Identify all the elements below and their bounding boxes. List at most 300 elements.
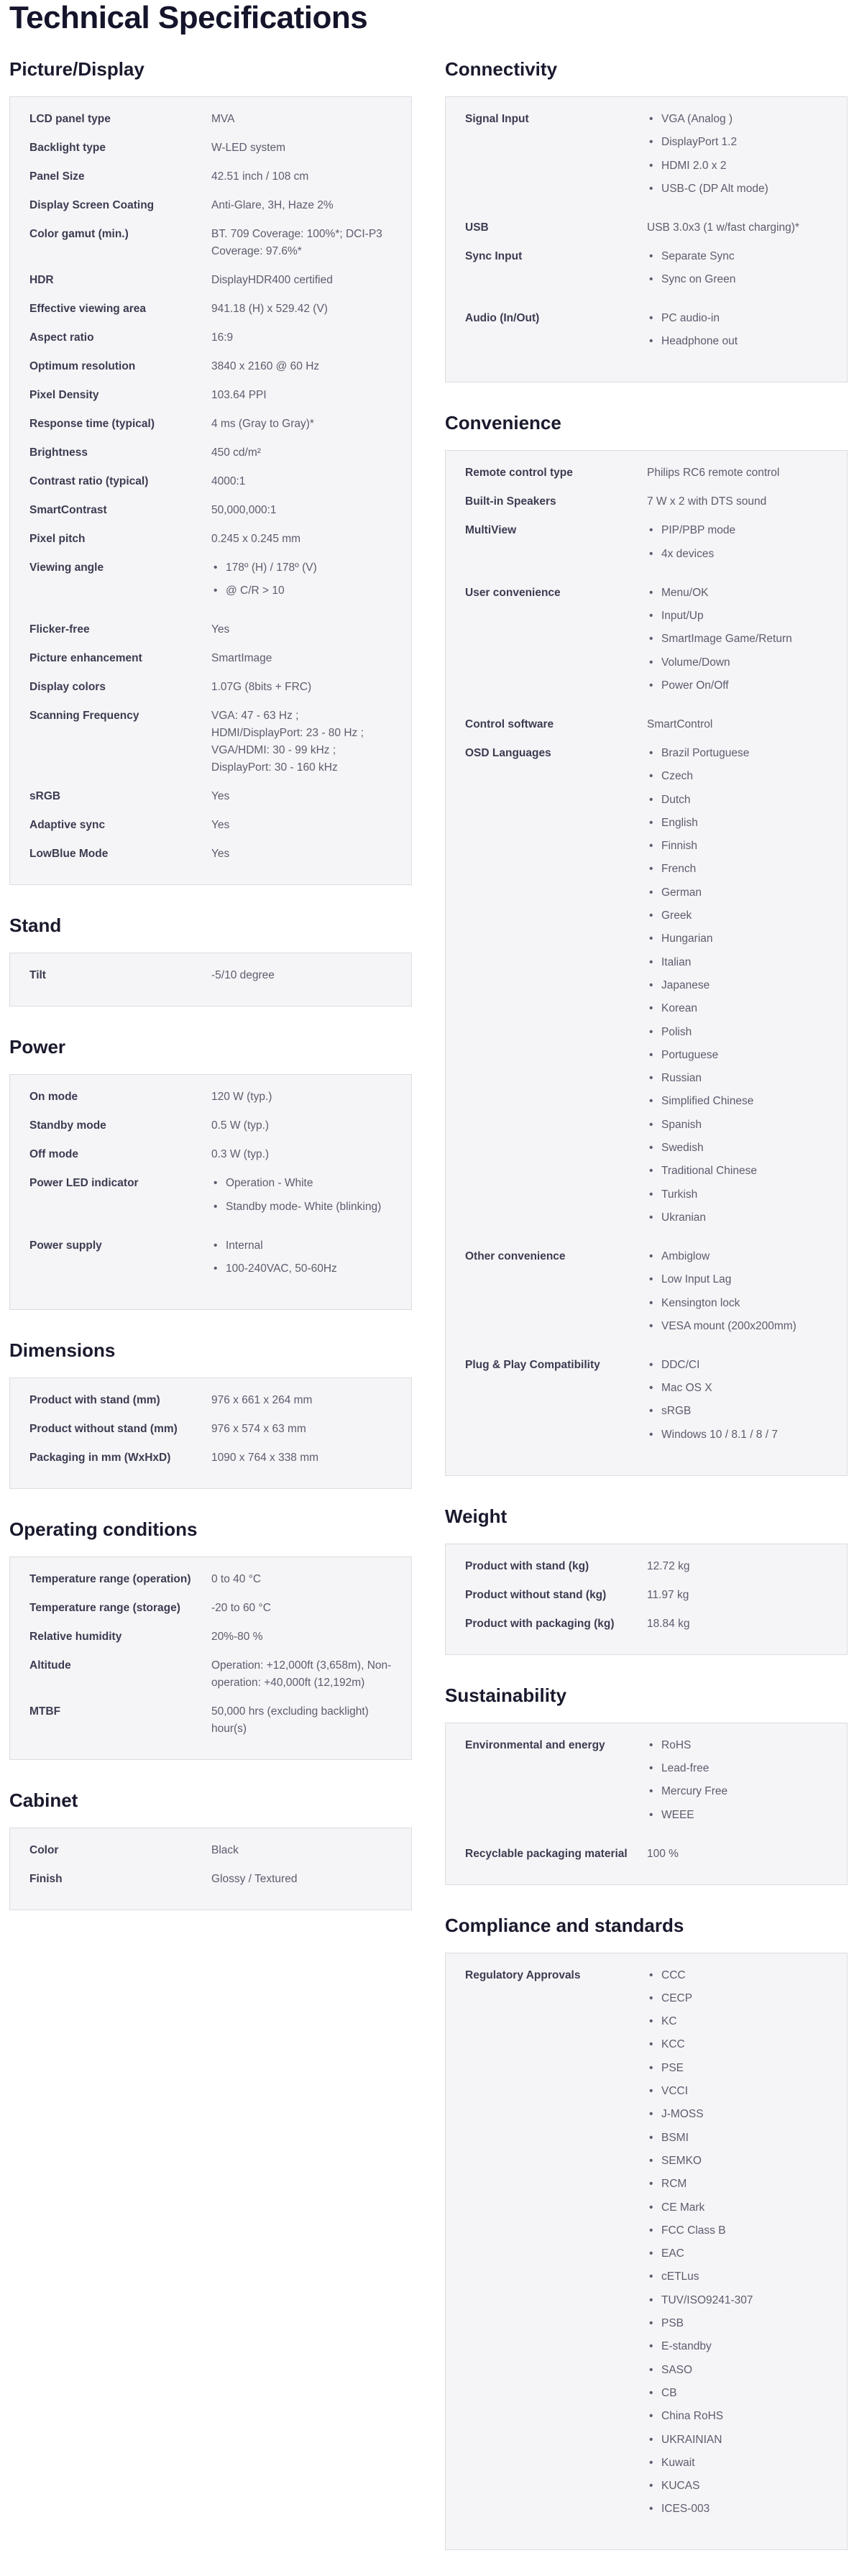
spec-list-item-text: Hungarian [661, 932, 713, 945]
spec-row-control-software [465, 716, 827, 745]
spec-list-item-text: cETLus [661, 2270, 699, 2283]
spec-label: MultiView [465, 524, 517, 537]
spec-list-item [647, 2268, 822, 2286]
bullet-icon: • [649, 136, 653, 149]
spec-list [647, 1357, 822, 1444]
spec-label: Sync Input [465, 249, 523, 262]
spec-label: Built-in Speakers [465, 495, 556, 508]
bullet-icon: • [649, 1211, 653, 1224]
bullet-icon: • [649, 1405, 653, 1418]
bullet-icon: • [649, 1165, 653, 1178]
spec-list-item-text: Input/Up [661, 610, 704, 623]
spec-list-item [647, 954, 822, 971]
spec-label: Other convenience [465, 1250, 566, 1262]
section-title: Picture/Display [9, 58, 144, 80]
spec-list-item-text: Internal [226, 1239, 263, 1252]
bullet-icon: • [649, 909, 653, 922]
bullet-icon: • [649, 1428, 653, 1441]
spec-value-list [211, 1175, 392, 1215]
spec-value: 1090 x 764 x 338 mm [211, 1451, 319, 1464]
bullet-icon: • [649, 955, 653, 968]
spec-list-item-text: Czech [661, 770, 693, 783]
spec-list-item-text: SmartImage Game/Return [661, 633, 792, 646]
spec-value: Yes [211, 623, 230, 636]
spec-row-finish [29, 1871, 392, 1899]
spec-label: LCD panel type [29, 113, 111, 125]
spec-list [211, 559, 386, 600]
bullet-icon: • [649, 2131, 653, 2144]
spec-list-item-text: PSB [661, 2317, 684, 2330]
spec-list [647, 522, 822, 562]
bullet-icon: • [649, 1025, 653, 1038]
bullet-icon: • [214, 1200, 218, 1213]
spec-list-item-text: 178º (H) / 178º (V) [226, 562, 317, 574]
spec-table [9, 953, 412, 1007]
spec-section-operating-conditions [9, 1515, 412, 1760]
spec-label: Standby mode [29, 1119, 106, 1132]
spec-list-item-text: Menu/OK [661, 586, 709, 599]
spec-list-item [647, 248, 822, 265]
bullet-icon: • [649, 793, 653, 806]
bullet-icon: • [649, 932, 653, 945]
spec-list-item-text: USB-C (DP Alt mode) [661, 182, 768, 195]
section-title: Connectivity [445, 58, 558, 80]
spec-list-item [211, 1198, 386, 1216]
spec-list-item [647, 1000, 822, 1017]
spec-row-color [29, 1842, 392, 1871]
spec-list-item [647, 838, 822, 855]
spec-list-item-text: CE Mark [661, 2201, 705, 2214]
spec-label: Tilt [29, 969, 46, 982]
spec-list-item-text: 4x devices [661, 547, 715, 560]
spec-list-item [647, 1024, 822, 1041]
spec-list-item [647, 2106, 822, 2123]
spec-list-item [647, 1357, 822, 1374]
spec-value: 4 ms (Gray to Gray)* [211, 418, 314, 430]
spec-value: W-LED system [211, 142, 286, 154]
spec-list-item [647, 157, 822, 175]
spec-list-item-text: German [661, 886, 702, 899]
spec-list-item [211, 1260, 386, 1278]
spec-label: Signal Input [465, 113, 529, 125]
spec-list-item-text: Lead-free [661, 1761, 710, 1774]
spec-row-off-mode [29, 1146, 392, 1175]
spec-value: 0.3 W (typ.) [211, 1148, 270, 1161]
bullet-icon: • [649, 746, 653, 759]
bullet-icon: • [649, 335, 653, 348]
spec-value: SmartImage [211, 652, 272, 665]
bullet-icon: • [649, 816, 653, 829]
bullet-icon: • [649, 1142, 653, 1155]
bullet-icon: • [649, 547, 653, 560]
spec-table [9, 1828, 412, 1910]
spec-value: 941.18 (H) x 529.42 (V) [211, 303, 328, 315]
spec-label: Finish [29, 1872, 63, 1885]
spec-list-item [647, 546, 822, 563]
bullet-icon: • [649, 679, 653, 692]
spec-row-flicker-free [29, 621, 392, 650]
spec-list-item [647, 1990, 822, 2007]
spec-label: Product without stand (kg) [465, 1588, 607, 1601]
spec-list-item-text: KC [661, 2015, 677, 2028]
spec-list-item-text: E-standby [661, 2340, 712, 2353]
spec-list-item-text: BSMI [661, 2131, 689, 2144]
spec-list-item [647, 271, 822, 288]
spec-list-item-text: DisplayPort 1.2 [661, 136, 738, 149]
spec-list-item [647, 180, 822, 198]
spec-value: Philips RC6 remote control [647, 467, 780, 480]
bullet-icon: • [649, 1382, 653, 1395]
spec-list-item-text: RCM [661, 2178, 687, 2191]
spec-list-item [647, 2222, 822, 2240]
spec-section-compliance-and-standards [445, 1911, 848, 2551]
spec-label: Product without stand (mm) [29, 1422, 178, 1435]
spec-list-item-text: English [661, 816, 698, 829]
spec-list-item [647, 1403, 822, 1420]
spec-list-item-text: Russian [661, 1072, 702, 1085]
spec-value: Operation: +12,000ft (3,658m), Non-operation: +40,000ft (12,192m) [211, 1659, 392, 1689]
bullet-icon: • [649, 2201, 653, 2214]
section-title: Power [9, 1036, 66, 1058]
spec-row-product-with-stand-kg [465, 1558, 827, 1587]
spec-list-item-text: J-MOSS [661, 2108, 704, 2121]
spec-label: LowBlue Mode [29, 848, 109, 861]
spec-label: Display colors [29, 681, 106, 694]
bullet-icon: • [649, 633, 653, 646]
section-title: Dimensions [9, 1339, 116, 1361]
spec-row-scanning-frequency [29, 707, 392, 788]
section-title: Convenience [445, 412, 561, 434]
spec-list-item-text: Swedish [661, 1142, 704, 1155]
spec-row-power-supply [29, 1237, 392, 1299]
bullet-icon: • [649, 1785, 653, 1798]
spec-value: 103.64 PPI [211, 389, 267, 401]
spec-value-list [647, 1737, 827, 1824]
bullet-icon: • [649, 159, 653, 172]
spec-list-item [647, 1140, 822, 1157]
spec-section-dimensions [9, 1336, 412, 1489]
bullet-icon: • [649, 182, 653, 195]
spec-row-display-screen-coating [29, 197, 392, 226]
spec-table [445, 450, 848, 1475]
spec-label: Temperature range (storage) [29, 1601, 180, 1614]
spec-list [647, 248, 822, 288]
spec-list-item [647, 2385, 822, 2402]
section-title: Operating conditions [9, 1518, 198, 1540]
spec-label: Optimum resolution [29, 360, 136, 372]
spec-list-item-text: CB [661, 2386, 677, 2399]
spec-list-item [211, 582, 386, 600]
spec-row-product-with-stand-mm [29, 1392, 392, 1421]
spec-list-item [647, 768, 822, 785]
spec-value: SmartControl [647, 718, 713, 730]
bullet-icon: • [649, 113, 653, 125]
bullet-icon: • [649, 656, 653, 669]
spec-list-item [647, 2060, 822, 2077]
bullet-icon: • [649, 2038, 653, 2051]
spec-row-audio-in-out [465, 310, 827, 372]
spec-table [445, 96, 848, 382]
spec-list-item-text: Greek [661, 909, 692, 922]
spec-label: Environmental and energy [465, 1738, 605, 1751]
spec-list-item [647, 2454, 822, 2472]
spec-list-item [647, 1737, 822, 1754]
spec-list [211, 1237, 386, 1278]
spec-list-item-text: PIP/PBP mode [661, 524, 736, 537]
right-spec-column [445, 55, 848, 2576]
section-title: Compliance and standards [445, 1914, 684, 1936]
bullet-icon: • [214, 585, 218, 597]
spec-row-standby-mode [29, 1117, 392, 1146]
spec-label: Product with packaging (kg) [465, 1617, 615, 1630]
spec-list-item-text: Standby mode- White (blinking) [226, 1200, 382, 1213]
spec-value: 50,000 hrs (excluding backlight) hour(s) [211, 1705, 369, 1735]
spec-list-item-text: Ambiglow [661, 1250, 710, 1262]
bullet-icon: • [649, 2433, 653, 2446]
spec-list-item-text: Dutch [661, 793, 691, 806]
spec-list-item [647, 2292, 822, 2309]
bullet-icon: • [649, 2154, 653, 2167]
spec-label: Picture enhancement [29, 652, 142, 665]
spec-value-list [647, 310, 827, 350]
spec-list-item [647, 1070, 822, 1087]
spec-row-contrast-ratio-typical [29, 473, 392, 502]
bullet-icon: • [649, 2480, 653, 2493]
spec-list-item [647, 631, 822, 648]
spec-list-item [647, 1807, 822, 1824]
bullet-icon: • [649, 2178, 653, 2191]
spec-section-power [9, 1032, 412, 1310]
spec-value: 12.72 kg [647, 1559, 690, 1572]
spec-list-item-text: KUCAS [661, 2480, 700, 2493]
spec-list-item [647, 2408, 822, 2425]
spec-value: 0.245 x 0.245 mm [211, 533, 301, 545]
bullet-icon: • [649, 1250, 653, 1262]
spec-label: Regulatory Approvals [465, 1968, 581, 1981]
spec-row-tilt [29, 967, 392, 996]
spec-list-item-text: Korean [661, 1002, 697, 1015]
spec-list-item-text: Kuwait [661, 2456, 695, 2469]
spec-value: USB 3.0x3 (1 w/fast charging)* [647, 221, 799, 234]
spec-value: 1.07G (8bits + FRC) [211, 681, 312, 694]
spec-list-item-text: Volume/Down [661, 656, 730, 669]
bullet-icon: • [649, 2015, 653, 2028]
bullet-icon: • [214, 1239, 218, 1252]
spec-row-osd-languages [465, 745, 827, 1248]
spec-list-item [647, 745, 822, 762]
spec-list-item [647, 522, 822, 539]
spec-value: 0 to 40 °C [211, 1572, 262, 1585]
spec-label: SmartContrast [29, 504, 107, 516]
spec-label: Backlight type [29, 142, 106, 154]
spec-label: Aspect ratio [29, 331, 94, 344]
bullet-icon: • [649, 1273, 653, 1286]
spec-table [9, 1378, 412, 1489]
spec-list-item [647, 907, 822, 925]
spec-row-other-convenience [465, 1248, 827, 1357]
spec-row-response-time-typical [29, 416, 392, 444]
spec-row-product-without-stand-mm [29, 1421, 392, 1449]
spec-list-item-text: HDMI 2.0 x 2 [661, 159, 727, 172]
spec-label: Relative humidity [29, 1630, 122, 1643]
spec-list-item [647, 1047, 822, 1064]
spec-list-item [647, 1783, 822, 1800]
spec-value-list [211, 559, 392, 600]
spec-value: 4000:1 [211, 475, 246, 487]
bullet-icon: • [649, 273, 653, 286]
spec-value: 976 x 661 x 264 mm [211, 1393, 313, 1406]
spec-label: Adaptive sync [29, 819, 106, 832]
spec-list [647, 310, 822, 350]
spec-list-item-text: DDC/CI [661, 1358, 700, 1371]
spec-list-item-text: VGA (Analog ) [661, 113, 733, 125]
spec-value-list [647, 745, 827, 1227]
spec-list-item [647, 1093, 822, 1110]
spec-row-temperature-range-storage [29, 1600, 392, 1628]
spec-value: 50,000,000:1 [211, 504, 277, 516]
spec-row-pixel-pitch [29, 531, 392, 559]
spec-value: Glossy / Textured [211, 1872, 298, 1885]
spec-list-item [647, 2036, 822, 2053]
spec-row-brightness [29, 444, 392, 473]
spec-label: Panel Size [29, 170, 85, 183]
section-title: Weight [445, 1505, 508, 1527]
spec-list [647, 1967, 822, 2518]
section-title: Sustainability [445, 1684, 567, 1706]
spec-label: OSD Languages [465, 746, 551, 759]
spec-value-list [647, 1967, 827, 2518]
spec-row-user-convenience [465, 585, 827, 716]
bullet-icon: • [649, 1319, 653, 1332]
spec-label: HDR [29, 274, 54, 286]
spec-row-color-gamut-min [29, 226, 392, 272]
bullet-icon: • [649, 2293, 653, 2306]
spec-list-item [647, 1163, 822, 1180]
spec-row-pixel-density [29, 387, 392, 416]
spec-label: Display Screen Coating [29, 199, 155, 211]
spec-list-item-text: Mac OS X [661, 1382, 712, 1395]
spec-list-item-text: Windows 10 / 8.1 / 8 / 7 [661, 1428, 778, 1441]
bullet-icon: • [649, 2317, 653, 2330]
spec-list-item [647, 2130, 822, 2147]
spec-row-regulatory-approvals [465, 1967, 827, 2540]
bullet-icon: • [649, 2386, 653, 2399]
spec-label: Altitude [29, 1659, 71, 1672]
spec-row-product-with-packaging-kg [465, 1615, 827, 1644]
spec-value: 16:9 [211, 331, 234, 344]
spec-value: Yes [211, 790, 230, 803]
spec-list-item-text: FCC Class B [661, 2224, 726, 2237]
spec-list-item [647, 1760, 822, 1777]
spec-row-on-mode [29, 1088, 392, 1117]
spec-label: Power supply [29, 1239, 102, 1252]
bullet-icon: • [649, 524, 653, 537]
spec-label: Remote control type [465, 467, 573, 480]
spec-label: Pixel pitch [29, 533, 86, 545]
left-spec-column [9, 55, 412, 1936]
bullet-icon: • [649, 2108, 653, 2121]
spec-row-lcd-panel-type [29, 111, 392, 139]
spec-list-item [647, 2338, 822, 2355]
spec-value: Yes [211, 819, 230, 832]
spec-value: DisplayHDR400 certified [211, 274, 333, 286]
spec-list-item [647, 1117, 822, 1134]
spec-row-power-led-indicator [29, 1175, 392, 1237]
spec-label: Contrast ratio (typical) [29, 475, 149, 487]
spec-label: Recyclable packaging material [465, 1847, 628, 1860]
spec-list-item-text: Spanish [661, 1118, 702, 1131]
spec-list-item [647, 111, 822, 128]
spec-list-item [647, 2431, 822, 2449]
spec-value: 976 x 574 x 63 mm [211, 1422, 306, 1435]
spec-section-connectivity [445, 55, 848, 382]
spec-list-item-text: 100-240VAC, 50-60Hz [226, 1262, 337, 1275]
spec-row-optimum-resolution [29, 358, 392, 387]
spec-row-relative-humidity [29, 1628, 392, 1657]
spec-list-item [647, 977, 822, 994]
spec-value: MVA [211, 113, 235, 125]
spec-label: Product with stand (kg) [465, 1559, 589, 1572]
spec-list-item [647, 654, 822, 671]
bullet-icon: • [649, 2503, 653, 2516]
spec-list-item-text: Finnish [661, 840, 697, 853]
bullet-icon: • [649, 1002, 653, 1015]
bullet-icon: • [649, 312, 653, 325]
spec-row-display-colors [29, 679, 392, 707]
spec-row-temperature-range-operation [29, 1571, 392, 1600]
spec-table [9, 96, 412, 885]
spec-list-item [647, 608, 822, 625]
spec-value: 7 W x 2 with DTS sound [647, 495, 767, 508]
spec-label: Power LED indicator [29, 1177, 139, 1190]
spec-list-item [211, 1237, 386, 1255]
spec-table [445, 1953, 848, 2551]
spec-list-item [647, 1426, 822, 1444]
spec-list-item-text: Brazil Portuguese [661, 746, 750, 759]
spec-label: Color [29, 1843, 59, 1856]
spec-list-item [211, 559, 386, 577]
spec-list-item-text: Japanese [661, 978, 710, 991]
spec-label: Control software [465, 718, 554, 730]
spec-list-item [647, 2176, 822, 2193]
spec-row-signal-input [465, 111, 827, 219]
spec-value: 20%-80 % [211, 1630, 263, 1643]
spec-list-item-text: UKRAINIAN [661, 2433, 722, 2446]
spec-table [9, 1074, 412, 1310]
spec-value: Black [211, 1843, 239, 1856]
spec-row-hdr [29, 272, 392, 301]
spec-list-item-text: WEEE [661, 1808, 694, 1821]
bullet-icon: • [649, 2247, 653, 2260]
spec-list-item [647, 2501, 822, 2518]
spec-list-item [647, 1295, 822, 1312]
bullet-icon: • [649, 2340, 653, 2353]
bullet-icon: • [649, 770, 653, 783]
spec-list-item [647, 1209, 822, 1227]
bullet-icon: • [649, 1095, 653, 1108]
bullet-icon: • [649, 1761, 653, 1774]
spec-value: 100 % [647, 1847, 679, 1860]
spec-row-mtbf [29, 1703, 392, 1749]
spec-list-item-text: CCC [661, 1968, 686, 1981]
spec-label: Plug & Play Compatibility [465, 1358, 600, 1371]
spec-list-item-text: Operation - White [226, 1177, 313, 1190]
spec-list-item-text: CECP [661, 1991, 693, 2004]
spec-value-list [647, 248, 827, 288]
spec-value: 42.51 inch / 108 cm [211, 170, 309, 183]
bullet-icon: • [649, 1048, 653, 1061]
spec-row-packaging-in-mm-wxhxd [29, 1449, 392, 1478]
